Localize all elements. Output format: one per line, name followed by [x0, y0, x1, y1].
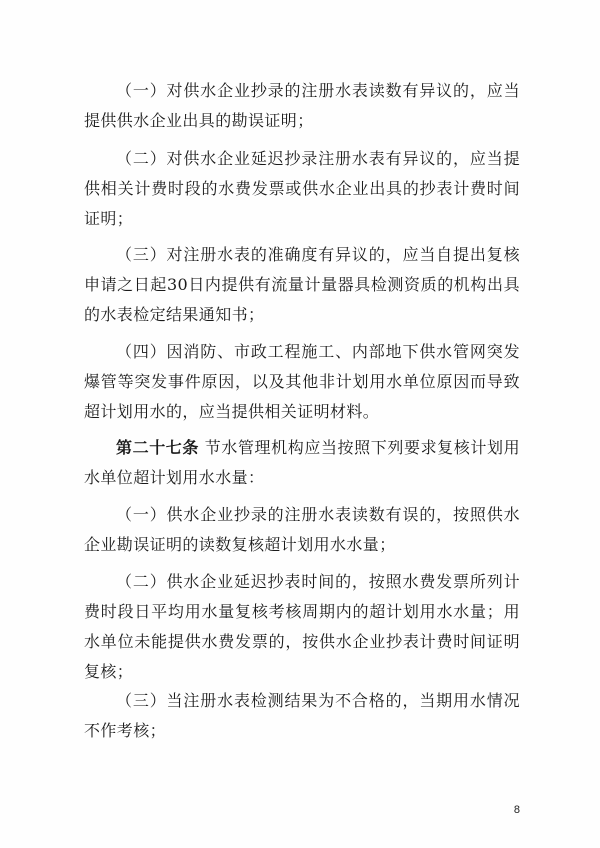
page-number: 8 — [513, 804, 520, 816]
paragraph-3 — [84, 240, 520, 330]
paragraph-text: （二）供水企业延迟抄表时间的，按照水费发票所列计费时段日平均用水量复核考核周期内的超计划用水水量；用水单位未能提供水费发票的，按供水企业抄表计费时间证明复核； — [84, 572, 520, 681]
paragraph-4 — [84, 337, 520, 427]
paragraph-8 — [84, 686, 520, 746]
article-27-paragraph — [84, 433, 520, 493]
paragraph-text: 节水管理机构应当按照下列要求复核计划用水单位超计划用水水量： — [84, 438, 520, 487]
paragraph-text: （二）对供水企业延迟抄录注册水表有异议的，应当提供相关计费时段的水费发票或供水企业出具的抄表计费时间证明； — [84, 149, 520, 228]
paragraph-text: （三）对注册水表的准确度有异议的，应当自提出复核申请之日起30日内提供有流量计量器具检测资质的机构出具的水表检定结果通知书； — [84, 245, 520, 324]
paragraph-1 — [84, 76, 520, 136]
paragraph-2 — [84, 144, 520, 234]
article-heading: 第二十七条 — [116, 438, 200, 457]
paragraph-text: （一）供水企业抄录的注册水表读数有误的，按照供水企业勘误证明的读数复核超计划用水水量； — [84, 505, 520, 554]
paragraph-text: （一）对供水企业抄录的注册水表读数有异议的，应当提供供水企业出具的勘误证明； — [84, 81, 520, 130]
paragraph-text: （四）因消防、市政工程施工、内部地下供水管网突发爆管等突发事件原因，以及其他非计划用水单位原因而导致超计划用水的，应当提供相关证明材料。 — [84, 342, 520, 421]
paragraph-text: （三）当注册水表检测结果为不合格的，当期用水情况不作考核； — [84, 691, 520, 740]
paragraph-7 — [84, 567, 520, 687]
paragraph-6 — [84, 500, 520, 560]
